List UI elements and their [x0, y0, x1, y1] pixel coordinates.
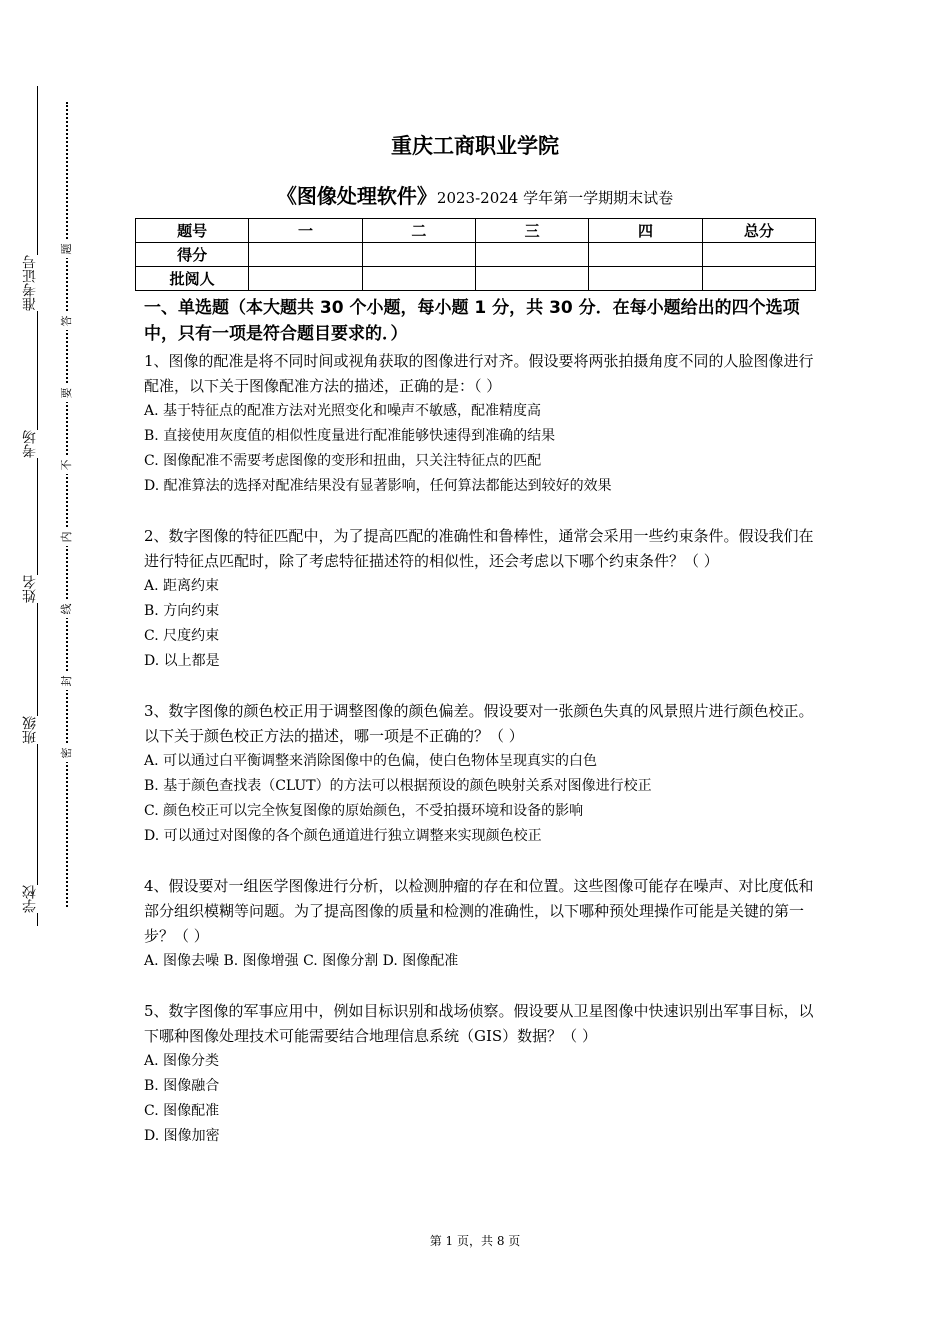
exam-title — [0, 180, 950, 209]
option-d: D. 配准算法的选择对配准结果没有显著影响，任何算法都能达到较好的效果 — [144, 478, 612, 494]
question-stem: 1、图像的配准是将不同时间或视角获取的图像进行对齐。假设要将两张拍摄角度不同的人脸图像进行配准，以下关于图像配准方法的描述，正确的是：（ ） — [144, 352, 814, 395]
margin-field-exam-number: 准考证号 — [18, 255, 42, 311]
score-cell[interactable] — [249, 243, 362, 267]
seal-char: 题 — [58, 240, 76, 258]
score-table-header: 一 — [249, 219, 362, 243]
question-stem: 3、数字图像的颜色校正用于调整图像的颜色偏差。假设要对一张颜色失真的风景照片进行颜色校正。以下关于颜色校正方法的描述，哪一项是不正确的？（ ） — [144, 702, 814, 745]
margin-field-exam-room: 考场 — [18, 430, 42, 458]
score-cell[interactable] — [589, 267, 702, 291]
seal-char: 密 — [58, 744, 76, 762]
question-3 — [144, 699, 814, 849]
score-row-label: 得分 — [136, 243, 249, 267]
option-d: D. 以上都是 — [144, 653, 220, 669]
option-c: C. 尺度约束 — [144, 628, 220, 644]
exam-content — [144, 295, 814, 1174]
score-table — [135, 218, 816, 291]
option-c: C. 颜色校正可以完全恢复图像的原始颜色，不受拍摄环境和设备的影响 — [144, 803, 584, 819]
score-table-header: 二 — [362, 219, 475, 243]
seal-char: 线 — [58, 600, 76, 618]
score-cell[interactable] — [362, 267, 475, 291]
section-heading: 一、单选题（本大题共 30 个小题，每小题 1 分，共 30 分．在每小题给出的四个选项中，只有一项是符合题目要求的．） — [144, 298, 800, 344]
question-1 — [144, 349, 814, 499]
seal-char: 内 — [58, 528, 76, 546]
seal-char: 答 — [58, 312, 76, 330]
score-cell[interactable] — [589, 243, 702, 267]
option-c: C. 图像配准不需要考虑图像的变形和扭曲，只关注特征点的匹配 — [144, 453, 542, 469]
score-cell[interactable] — [702, 267, 815, 291]
exam-term: 2023-2024 学年第一学期期末试卷 — [436, 189, 674, 207]
score-cell[interactable] — [362, 243, 475, 267]
binding-line — [37, 86, 38, 926]
score-table-header-row — [136, 219, 816, 243]
score-table-header: 总分 — [702, 219, 815, 243]
score-cell[interactable] — [249, 267, 362, 291]
question-stem: 4、假设要对一组医学图像进行分析，以检测肿瘤的存在和位置。这些图像可能存在噪声、对比度低和部分组织模糊等问题。为了提高图像的质量和检测的准确性，以下哪种预处理操作可能是关键的第一步？（ ） — [144, 877, 814, 945]
option-b: B. 直接使用灰度值的相似性度量进行配准能够快速得到准确的结果 — [144, 428, 556, 444]
question-4 — [144, 874, 814, 974]
score-cell[interactable] — [475, 243, 588, 267]
score-table-row — [136, 267, 816, 291]
question-stem: 2、数字图像的特征匹配中，为了提高匹配的准确性和鲁棒性，通常会采用一些约束条件。假设我们在进行特征点匹配时，除了考虑特征描述符的相似性，还会考虑以下哪个约束条件？（ ） — [144, 527, 814, 570]
seal-char: 不 — [58, 456, 76, 474]
question-2 — [144, 524, 814, 674]
score-table-header: 四 — [589, 219, 702, 243]
margin-field-school: 学校 — [18, 885, 42, 913]
question-5 — [144, 999, 814, 1149]
seal-dotted-line — [66, 102, 68, 907]
score-table-header: 题号 — [136, 219, 249, 243]
seal-char: 封 — [58, 672, 76, 690]
option-c: C. 图像配准 — [144, 1103, 220, 1119]
option-a: A. 图像分类 — [144, 1053, 220, 1069]
margin-field-class: 班级 — [18, 716, 42, 744]
options-inline: A. 图像去噪 B. 图像增强 C. 图像分割 D. 图像配准 — [144, 953, 459, 969]
option-d: D. 图像加密 — [144, 1128, 220, 1144]
score-cell[interactable] — [702, 243, 815, 267]
option-a: A. 基于特征点的配准方法对光照变化和噪声不敏感，配准精度高 — [144, 403, 542, 419]
score-table-row — [136, 243, 816, 267]
seal-char: 要 — [58, 384, 76, 402]
option-b: B. 图像融合 — [144, 1078, 220, 1094]
page-number: 第 1 页，共 8 页 — [429, 1234, 521, 1248]
option-d: D. 可以通过对图像的各个颜色通道进行独立调整来实现颜色校正 — [144, 828, 542, 844]
option-a: A. 距离约束 — [144, 578, 220, 594]
margin-field-name: 姓名 — [18, 575, 42, 603]
score-row-label: 批阅人 — [136, 267, 249, 291]
score-table-header: 三 — [475, 219, 588, 243]
school-name: 重庆工商职业学院 — [391, 134, 559, 158]
course-name: 《图像处理软件》 — [276, 184, 437, 208]
question-stem: 5、数字图像的军事应用中，例如目标识别和战场侦察。假设要从卫星图像中快速识别出军事目标，以下哪种图像处理技术可能需要结合地理信息系统（GIS）数据？（ ） — [144, 1002, 814, 1045]
option-b: B. 基于颜色查找表（CLUT）的方法可以根据预设的颜色映射关系对图像进行校正 — [144, 778, 652, 794]
option-a: A. 可以通过白平衡调整来消除图像中的色偏，使白色物体呈现真实的白色 — [144, 753, 598, 769]
score-cell[interactable] — [475, 267, 588, 291]
option-b: B. 方向约束 — [144, 603, 220, 619]
